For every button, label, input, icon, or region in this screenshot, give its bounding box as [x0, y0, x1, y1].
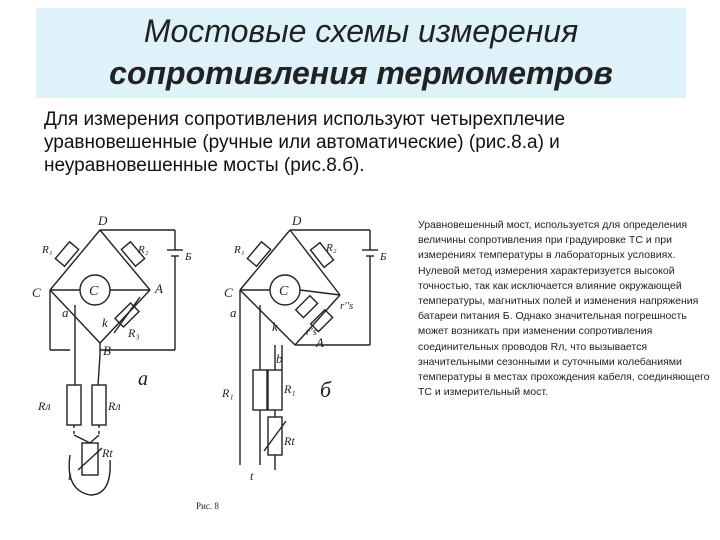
label-right-rt: Rt — [284, 434, 295, 448]
line-resistor-1 — [67, 385, 81, 425]
resistor-rs2-right — [296, 296, 318, 318]
side-paragraph-2: Нулевой метод измерения характеризуется высокой точностью, так как исключается влияние окружающей температуры, магнитных полей и изменения напряжения батареи питания Б. Однако значительная погрешность может возникать при изменении сопротивления соединительных проводов Rл, что вызывается значительными сезонными и суточными колебаниями температуры в местах прохождения кабеля, соединяющего ТС и измерительный мост. — [418, 264, 710, 399]
figure-caption: Рис. 8 — [196, 501, 219, 511]
label-right-k: k — [272, 319, 278, 334]
label-left-r1: R₁ — [42, 244, 53, 256]
right-bridge — [240, 230, 378, 470]
line-resistor-2 — [92, 385, 106, 425]
slide-title — [36, 10, 686, 94]
label-left-a: A — [155, 281, 163, 296]
label-left-d: D — [98, 213, 108, 228]
right-line-resistor-1 — [253, 370, 267, 410]
label-left-b: B — [103, 343, 111, 358]
title-line-1: Мостовые схемы измерения — [143, 13, 579, 49]
resistor-r1-right — [247, 242, 270, 267]
label-right-fig: б — [320, 377, 332, 402]
label-right-d: D — [292, 213, 302, 228]
label-right-r2: R₂ — [326, 242, 337, 254]
label-left-k: k — [102, 315, 108, 330]
label-left-c: C — [32, 285, 41, 300]
title-line-2: сопротивления термометров — [109, 55, 613, 91]
label-left-fig: a — [138, 368, 148, 390]
label-left-rl1: Rл — [38, 399, 51, 413]
label-left-a-small: a — [62, 305, 69, 320]
label-right-c: C — [224, 285, 233, 300]
label-right-b: b — [276, 351, 283, 366]
resistor-r1 — [55, 242, 78, 267]
label-left-rt: Rt — [102, 446, 113, 460]
label-right-a: A — [316, 335, 324, 350]
label-right-t: t — [250, 469, 254, 483]
bridge-circuit-figure — [20, 205, 420, 515]
label-left-rl2: Rл — [108, 399, 121, 413]
label-right-rl1: R₁ — [222, 386, 234, 400]
side-description — [418, 218, 716, 400]
label-right-rs: r''s — [340, 300, 354, 312]
label-right-galv: C — [279, 284, 289, 299]
label-left-t: t — [68, 469, 72, 483]
intro-paragraph: Для измерения сопротивления используют четырехплечие уравновешенные (ручные или автоматические) (рис.8.а) и неуравновешенные мосты (рис.8.б). — [44, 109, 566, 176]
label-left-r2: R₂ — [138, 244, 149, 256]
label-right-batt: Б — [380, 251, 387, 263]
label-right-r1: R₁ — [234, 244, 245, 256]
label-left-batt: Б — [185, 251, 192, 263]
label-right-rl2: R₁ — [284, 382, 296, 396]
label-right-a-small: a — [230, 305, 237, 320]
label-right-rs2: r's — [306, 326, 317, 338]
side-paragraph-1: Уравновешенный мост, используется для определения величины сопротивления при градуировке ТС и при измерениях температуры в лабораторных условиях. — [418, 219, 688, 262]
label-left-galv: C — [89, 284, 99, 299]
right-line-resistor-2 — [268, 370, 282, 410]
left-bridge — [50, 230, 183, 495]
label-left-r3: R₃ — [128, 326, 140, 340]
